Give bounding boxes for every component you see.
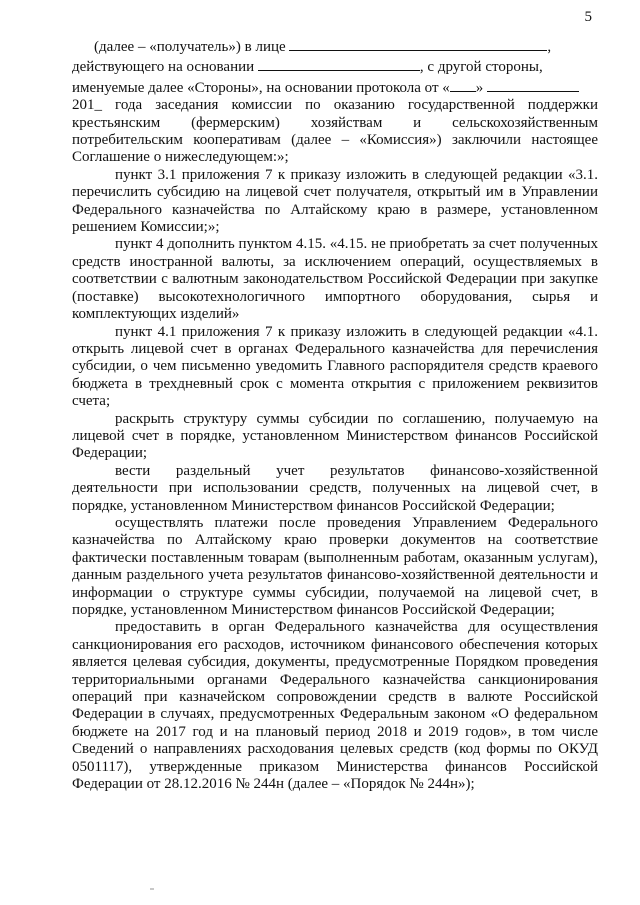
preamble-getter-text: (далее – «получатель») в лице bbox=[94, 39, 290, 55]
preamble-protocol-text: именуемые далее «Стороны», на основании протокола от « bbox=[72, 79, 450, 96]
preamble-line-commission: 201_ года заседания комиссии по оказанию государственной поддержки крестьянским (фермерским) хозяйствам и сельскохозяйственным потребительским кооперативам (далее – «Комиссия») заключили настоящее Соглашение о нижеследующем:»; bbox=[72, 97, 598, 166]
paragraph-open-account: пункт 4.1 приложения 7 к приказу изложить в следующей редакции «4.1. открыть лицевой счет в органах Федерального казначейства для перечисления субсидии, о чем письменно уведомить Главного распорядителя средств краевого бюджета в трехдневный срок с момента открытия с приложением реквизитов счета; bbox=[72, 323, 598, 410]
blank-getter-name bbox=[289, 36, 547, 51]
paragraph-separate-accounting: вести раздельный учет результатов финансово-хозяйственной деятельности при использовании средств, полученных на лицевой счет, в порядке, установленном Министерством финансов Российской Федерации; bbox=[72, 462, 598, 514]
preamble-basis-tail: , с другой стороны, bbox=[419, 59, 543, 76]
preamble-getter-comma: , bbox=[547, 39, 552, 55]
preamble-protocol-quote: » bbox=[475, 79, 484, 96]
preamble-line-getter bbox=[72, 36, 598, 56]
paragraph-disclose-structure: раскрыть структуру суммы субсидии по соглашению, получаемую на лицевой счет в порядке, установленном Министерством финансов Российской Федерации; bbox=[72, 410, 598, 462]
blank-basis bbox=[258, 56, 420, 71]
document-body bbox=[72, 36, 598, 793]
preamble-line-basis bbox=[72, 56, 598, 76]
paragraph-currency-restriction: пункт 4 дополнить пунктом 4.15. «4.15. не приобретать за счет полученных средств иностранной валюты, за исключением операций, осуществляемых в соответствии с валютным законодательством Российской Федерации при закупке (поставке) высокотехнологичного импортного оборудования, сырья и комплектующих изделий» bbox=[72, 236, 598, 323]
blank-month bbox=[487, 77, 579, 92]
blank-day bbox=[450, 77, 476, 92]
preamble-line-protocol bbox=[72, 77, 598, 97]
scan-artifact bbox=[150, 888, 154, 890]
preamble-basis-text: действующего на основании bbox=[72, 59, 258, 76]
paragraph-submit-documents: предоставить в орган Федерального казначейства для осуществления санкционирования его расходов, источником финансового обеспечения которых является целевая субсидия, документы, предусмотренные Порядком проведения территориальными органами Федерального казначейства санкционирования операций при казначейском сопровождении средств в валюте Российской Федерации в случаях, предусмотренных Федеральным законом «О федеральном бюджете на 2017 год и на плановый период 2018 и 2019 годов», в том числе Сведений о направлениях расходования целевых средств (код формы по ОКУД 0501117), утвержденные приказом Министерства финансов Российской Федерации от 28.12.2016 № 244н (далее – «Порядок № 244н»); bbox=[72, 619, 598, 793]
paragraph-subsidy-transfer: пункт 3.1 приложения 7 к приказу изложить в следующей редакции «3.1. перечислить субсидию на лицевой счет получателя, открытый им в Управлении Федерального казначейства по Алтайскому краю в размере, установленном решением Комиссии;»; bbox=[72, 166, 598, 236]
paragraph-payments: осуществлять платежи после проведения Управлением Федерального казначейства по Алтайскому краю проверки документов на соответствие фактически поставленным товарам (выполненным работам, оказанным услугам), данным раздельного учета результатов финансово-хозяйственной деятельности и информации о структуре суммы субсидии, получаемой на лицевой счет, в порядке, установленном Министерством финансов Российской Федерации; bbox=[72, 514, 598, 618]
page-number: 5 bbox=[584, 9, 592, 25]
